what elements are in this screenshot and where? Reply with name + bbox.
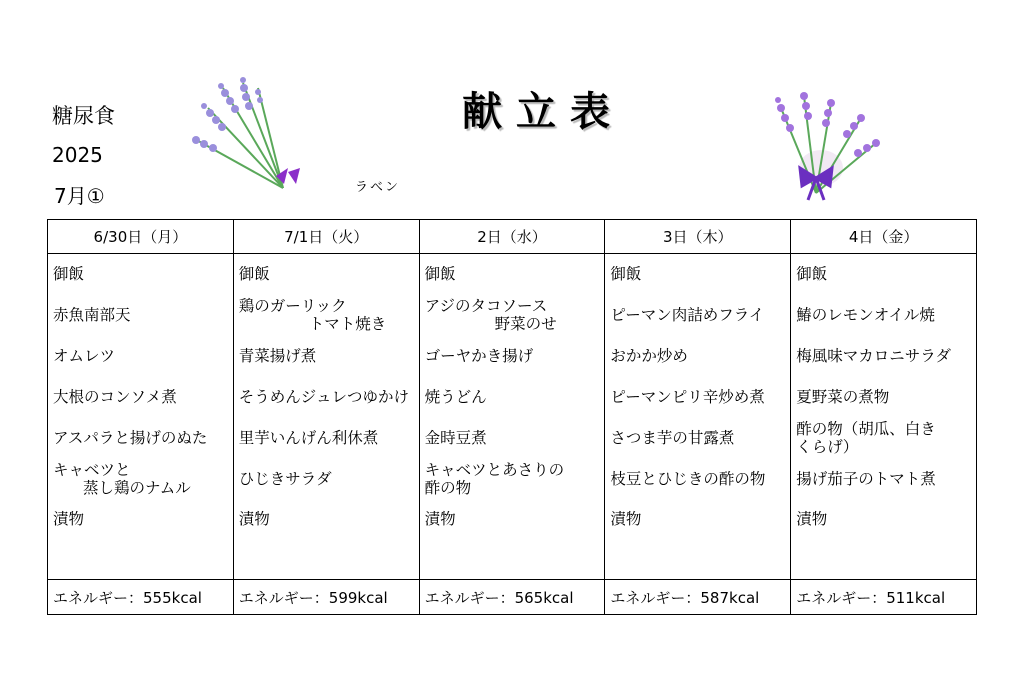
menu-item: アジのタコソース 野菜のせ bbox=[424, 297, 557, 334]
lavender-bouquet-icon bbox=[188, 68, 318, 198]
menu-item: 梅風味マカロニサラダ bbox=[796, 347, 952, 366]
page-title: 献立表 bbox=[462, 89, 624, 135]
menu-table bbox=[47, 219, 977, 615]
menu-item: 御飯 bbox=[53, 265, 85, 283]
energy-value: エネルギー：555kcal bbox=[48, 580, 234, 615]
menu-item: ひじきサラダ bbox=[238, 469, 332, 488]
menu-item: 枝豆とひじきの酢の物 bbox=[610, 469, 766, 488]
menu-item: オムレツ bbox=[53, 347, 116, 366]
day-header: 7/1日（火） bbox=[233, 220, 419, 254]
menu-item: 漬物 bbox=[238, 510, 270, 529]
menu-item: 夏野菜の煮物 bbox=[796, 387, 890, 406]
day-header: 3日（木） bbox=[605, 220, 791, 254]
menu-item: ゴーヤかき揚げ bbox=[424, 347, 534, 366]
menu-item: 御飯 bbox=[238, 265, 270, 283]
menu-items-row bbox=[48, 254, 977, 580]
diet-type: 糖尿食 bbox=[52, 104, 115, 128]
menu-item: 金時豆煮 bbox=[424, 428, 487, 447]
day-header: 4日（金） bbox=[791, 220, 977, 254]
menu-item: 漬物 bbox=[53, 510, 85, 529]
menu-item: 漬物 bbox=[610, 510, 642, 529]
year: 2025 bbox=[52, 143, 103, 167]
menu-item: そうめんジュレつゆかけ bbox=[238, 387, 409, 406]
month-period: 7月① bbox=[54, 184, 105, 208]
day-header: 6/30日（月） bbox=[48, 220, 234, 254]
menu-item: 里芋いんげん利休煮 bbox=[238, 428, 379, 447]
energy-value: エネルギー：599kcal bbox=[233, 580, 419, 615]
menu-item: キャベツと 蒸し鶏のナムル bbox=[53, 460, 191, 497]
image-caption: ラベン bbox=[355, 180, 401, 195]
menu-item: 御飯 bbox=[424, 265, 456, 283]
day-menu-cell bbox=[605, 254, 791, 580]
menu-item: 御飯 bbox=[796, 265, 828, 283]
menu-item: ピーマン肉詰めフライ bbox=[610, 306, 765, 325]
energy-value: エネルギー：587kcal bbox=[605, 580, 791, 615]
day-header: 2日（水） bbox=[419, 220, 605, 254]
day-menu-cell bbox=[233, 254, 419, 580]
menu-item: おかか炒め bbox=[610, 347, 688, 366]
day-menu-cell bbox=[419, 254, 605, 580]
menu-item: 鶏のガーリック トマト焼き bbox=[238, 297, 387, 334]
menu-item: 焼うどん bbox=[424, 387, 487, 406]
menu-item: ピーマンピリ辛炒め煮 bbox=[610, 387, 765, 406]
day-menu-cell bbox=[791, 254, 977, 580]
menu-item: 御飯 bbox=[610, 265, 642, 283]
menu-item: 赤魚南部天 bbox=[53, 306, 131, 325]
menu-item: 酢の物（胡瓜、白き くらげ） bbox=[796, 419, 936, 456]
lavender-bouquet-bow-icon bbox=[766, 88, 891, 203]
menu-item: 青菜揚げ煮 bbox=[238, 347, 317, 366]
energy-value: エネルギー：511kcal bbox=[791, 580, 977, 615]
menu-item: さつま芋の甘露煮 bbox=[610, 428, 735, 447]
menu-item: 鰆のレモンオイル焼 bbox=[796, 306, 935, 325]
menu-item: 大根のコンソメ煮 bbox=[53, 387, 177, 406]
energy-value: エネルギー：565kcal bbox=[419, 580, 605, 615]
menu-item: 漬物 bbox=[424, 510, 456, 529]
day-header-row bbox=[48, 220, 977, 254]
menu-item: 揚げ茄子のトマト煮 bbox=[796, 469, 936, 488]
energy-row bbox=[48, 580, 977, 615]
menu-item: アスパラと揚げのぬた bbox=[53, 428, 208, 447]
menu-item: キャベツとあさりの 酢の物 bbox=[424, 460, 565, 497]
menu-item: 漬物 bbox=[796, 510, 828, 529]
day-menu-cell bbox=[48, 254, 234, 580]
